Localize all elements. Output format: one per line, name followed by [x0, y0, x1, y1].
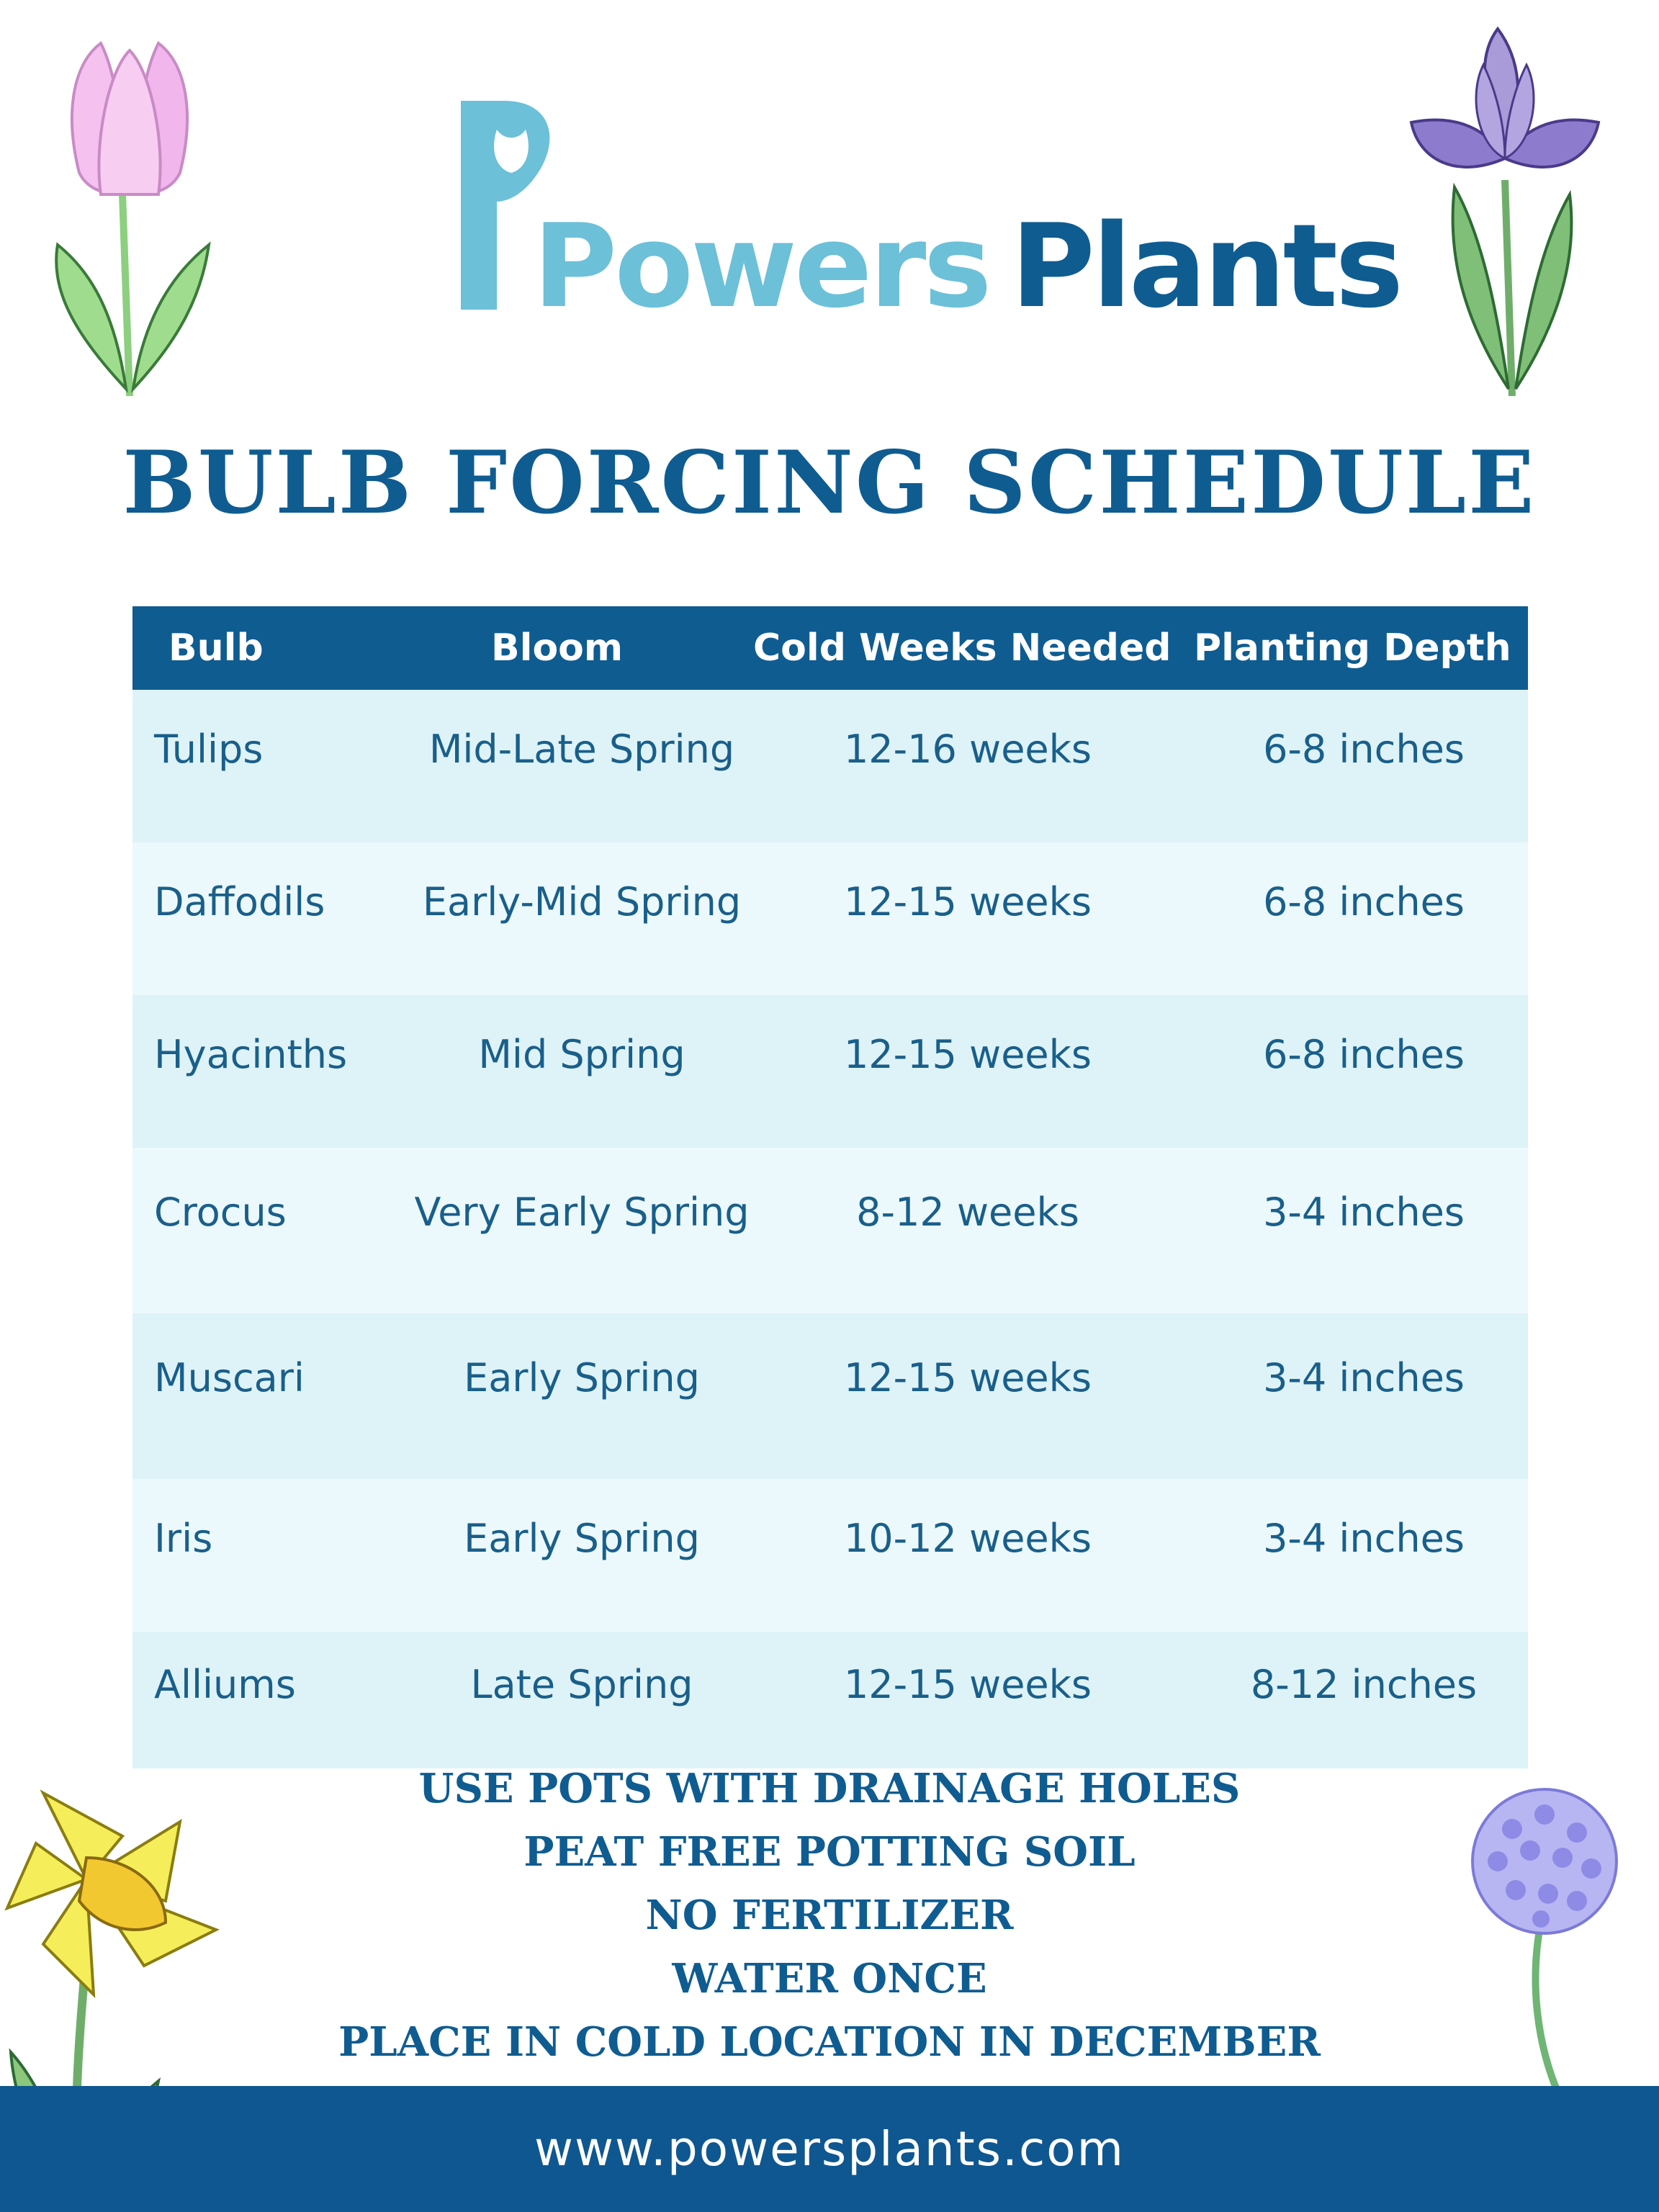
- cell-cold-weeks: 8-12 weeks: [856, 1190, 1079, 1235]
- cell-planting-depth: 3-4 inches: [1263, 1355, 1465, 1401]
- cell-planting-depth: 3-4 inches: [1263, 1190, 1465, 1235]
- iris-illustration: [1397, 14, 1613, 403]
- cell-bloom: Early-Mid Spring: [422, 879, 742, 925]
- cell-bulb: Daffodils: [154, 879, 325, 925]
- table-row: [132, 1632, 1528, 1768]
- header-cold-weeks: Cold Weeks Needed: [753, 626, 1172, 670]
- cell-bulb: Iris: [154, 1516, 213, 1561]
- cell-cold-weeks: 10-12 weeks: [843, 1516, 1092, 1561]
- cell-planting-depth: 8-12 inches: [1250, 1662, 1478, 1707]
- tips-list: [0, 1757, 1659, 2074]
- cell-cold-weeks: 12-15 weeks: [843, 1032, 1092, 1077]
- cell-cold-weeks: 12-15 weeks: [843, 879, 1092, 925]
- tip-item: PLACE IN COLD LOCATION IN DECEMBER: [338, 2018, 1321, 2066]
- cell-planting-depth: 6-8 inches: [1263, 879, 1465, 925]
- header-planting-depth: Planting Depth: [1194, 626, 1511, 670]
- website-link[interactable]: www.powersplants.com: [534, 2121, 1125, 2177]
- cell-planting-depth: 6-8 inches: [1263, 1032, 1465, 1077]
- cell-bulb: Alliums: [154, 1662, 296, 1707]
- cell-planting-depth: 6-8 inches: [1263, 727, 1465, 772]
- tip-item: NO FERTILIZER: [645, 1892, 1014, 1939]
- table-row: [132, 690, 1528, 842]
- header-bulb: Bulb: [168, 626, 264, 670]
- cell-cold-weeks: 12-16 weeks: [843, 727, 1092, 772]
- tip-item: WATER ONCE: [672, 1955, 987, 2002]
- table-row: [132, 1479, 1528, 1632]
- header-bloom: Bloom: [491, 626, 624, 670]
- cell-bloom: Late Spring: [470, 1662, 693, 1707]
- page-title: BULB FORCING SCHEDULE: [122, 432, 1537, 534]
- cell-bulb: Crocus: [154, 1190, 287, 1235]
- cell-bloom: Mid-Late Spring: [428, 727, 735, 772]
- tip-item: USE POTS WITH DRAINAGE HOLES: [418, 1765, 1241, 1812]
- footer-bar: [0, 2086, 1659, 2212]
- tulip-illustration: [29, 29, 230, 403]
- cell-bulb: Hyacinths: [154, 1032, 348, 1077]
- table-row: [132, 995, 1528, 1148]
- cell-bloom: Very Early Spring: [414, 1190, 750, 1235]
- cell-cold-weeks: 12-15 weeks: [843, 1355, 1092, 1401]
- cell-cold-weeks: 12-15 weeks: [843, 1662, 1092, 1707]
- cell-bulb: Tulips: [154, 727, 264, 772]
- schedule-table: [132, 606, 1528, 1735]
- table-body: [132, 690, 1528, 1768]
- cell-bloom: Mid Spring: [478, 1032, 685, 1077]
- brand-wordmark: [533, 199, 1401, 333]
- table-row: [132, 1148, 1528, 1313]
- cell-bulb: Muscari: [154, 1355, 305, 1401]
- brand-logo: [446, 101, 1401, 333]
- tip-item: PEAT FREE POTTING SOIL: [523, 1828, 1136, 1876]
- cell-bloom: Early Spring: [464, 1355, 700, 1401]
- table-header: [132, 606, 1528, 690]
- brand-name-part1: Powers: [533, 199, 989, 333]
- cell-bloom: Early Spring: [464, 1516, 700, 1561]
- table-row: [132, 1313, 1528, 1479]
- cell-planting-depth: 3-4 inches: [1263, 1516, 1465, 1561]
- brand-name-part2: Plants: [1010, 199, 1401, 333]
- table-row: [132, 842, 1528, 995]
